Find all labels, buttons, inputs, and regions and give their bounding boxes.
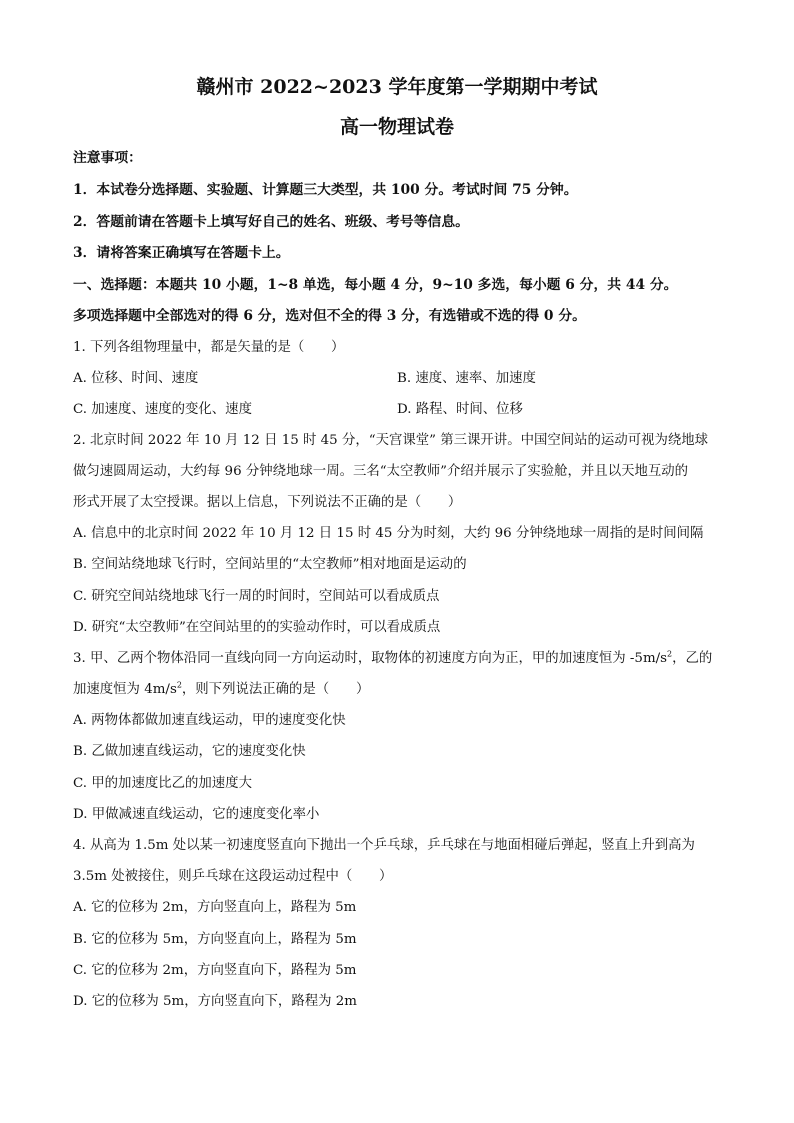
question-3-option-a: A. 两物体都做加速直线运动，甲的速度变化快 [73, 713, 346, 728]
section-instructions-line-2: 多项选择题中全部选对的得 6 分，选对但不全的得 3 分，有选错或不选的得 0 分。 [73, 308, 586, 324]
question-1-stem: 1. 下列各组物理量中，都是矢量的是（ ） [73, 340, 345, 355]
question-2-stem-line-1: 2. 北京时间 2022 年 10 月 12 日 15 时 45 分，“天宫课堂” 第三课开讲。中国空间站的运动可视为绕地球 [73, 433, 709, 448]
question-3-option-d: D. 甲做减速直线运动，它的速度变化率小 [73, 807, 320, 822]
question-2-stem-line-2: 做匀速圆周运动，大约每 96 分钟绕地球一周。三名“太空教师”介绍并展示了实验舱，并且以天地互动的 [73, 464, 689, 479]
question-4-stem-line-1: 4. 从高为 1.5m 处以某一初速度竖直向下抛出一个乒乓球，乒乓球在与地面相碰后弹起，竖直上升到高为 [73, 838, 695, 853]
superscript: 2 [667, 649, 673, 659]
question-2-option-b: B. 空间站绕地球飞行时，空间站里的“太空教师”相对地面是运动的 [73, 557, 467, 572]
question-3-stem-line-1 [73, 651, 712, 667]
question-3-stem-line-1-tail: ，乙的 [672, 651, 713, 666]
superscript: 2 [176, 680, 182, 690]
note-item-1: 1．本试卷分选择题、实验题、计算题三大类型，共 100 分。考试时间 75 分钟。 [73, 182, 578, 198]
question-2-stem-line-3: 形式开展了太空授课。据以上信息，下列说法不正确的是（ ） [73, 495, 462, 510]
question-1-option-a: A. 位移、时间、速度 [73, 371, 199, 386]
question-3-stem-line-2 [73, 682, 369, 698]
question-3-stem-line-2-text: 加速度恒为 4m/s [73, 682, 177, 697]
question-1-option-b: B. 速度、速率、加速度 [397, 371, 536, 386]
section-instructions-line-1: 一、选择题：本题共 10 小题，1~8 单选，每小题 4 分，9~10 多选，每小题 6 分，共 44 分。 [73, 277, 678, 293]
question-1-option-d: D. 路程、时间、位移 [397, 402, 523, 417]
question-4-option-c: C. 它的位移为 2m，方向竖直向下，路程为 5m [73, 963, 357, 978]
question-3-option-c: C. 甲的加速度比乙的加速度大 [73, 776, 252, 791]
question-3-option-b: B. 乙做加速直线运动，它的速度变化快 [73, 744, 306, 759]
question-2-option-c: C. 研究空间站绕地球飞行一周的时间时，空间站可以看成质点 [73, 589, 440, 604]
exam-subtitle: 高一物理试卷 [339, 116, 454, 138]
question-4-stem-line-2: 3.5m 处被接住，则乒乓球在这段运动过程中（ ） [73, 869, 393, 884]
question-2-option-d: D. 研究“太空教师”在空间站里的的实验动作时，可以看成质点 [73, 620, 441, 635]
notes-heading: 注意事项： [73, 150, 142, 166]
question-4-option-b: B. 它的位移为 5m，方向竖直向上，路程为 5m [73, 932, 357, 947]
question-4-option-d: D. 它的位移为 5m，方向竖直向下，路程为 2m [73, 994, 357, 1009]
question-2-option-a: A. 信息中的北京时间 2022 年 10 月 12 日 15 时 45 分为时刻，大约 96 分钟绕地球一周指的是时间间隔 [73, 526, 704, 541]
note-item-3: 3．请将答案正确填写在答题卡上。 [73, 245, 290, 261]
question-1-option-c: C. 加速度、速度的变化、速度 [73, 402, 252, 417]
note-item-2: 2．答题前请在答题卡上填写好自己的姓名、班级、考号等信息。 [73, 214, 469, 230]
question-3-stem-line-2-tail: ，则下列说法正确的是（ ） [181, 682, 370, 697]
question-3-stem-line-1-text: 3. 甲、乙两个物体沿同一直线向同一方向运动时，取物体的初速度方向为正，甲的加速度恒为 -5m/s [73, 651, 668, 666]
exam-title: 赣州市 2022~2023 学年度第一学期期中考试 [196, 76, 598, 98]
question-4-option-a: A. 它的位移为 2m，方向竖直向上，路程为 5m [73, 900, 357, 915]
